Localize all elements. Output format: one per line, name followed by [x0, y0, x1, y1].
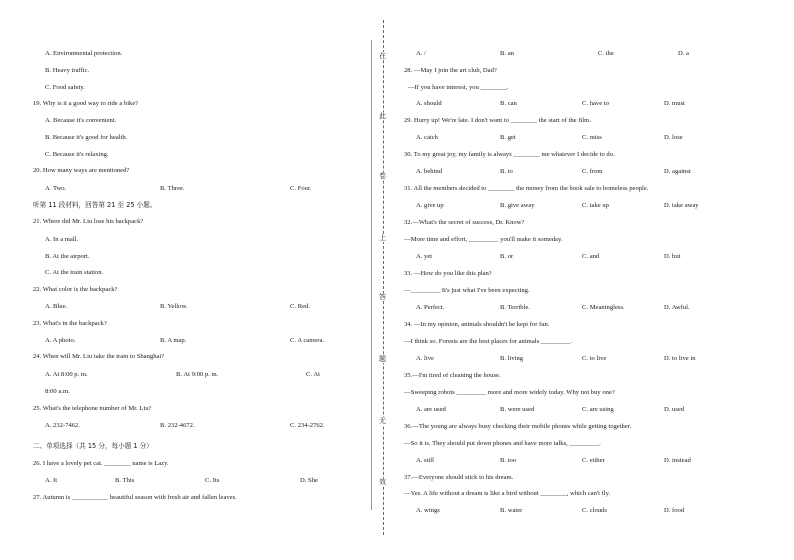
q33-option-d: D. Awful.: [664, 304, 690, 311]
q29-option-d: D. lose: [664, 134, 683, 141]
q26-option-b: B. This: [115, 477, 135, 484]
q31-option-d: D. take away: [664, 202, 699, 209]
q29-option-b: B. get: [500, 134, 516, 141]
q23-option-a: A. A photo.: [45, 337, 76, 344]
q37-stem-2: —Yes. A life without a dream is like a bird without ________, which can't fly.: [404, 490, 611, 497]
q25-stem: 25. What's the telephone number of Mr. Liu?: [33, 405, 152, 412]
q29-option-c: C. miss: [582, 134, 602, 141]
q24-stem: 24. When will Mr. Liu take the train to Shanghai?: [33, 353, 165, 360]
q31-option-a: A. give up: [416, 202, 444, 209]
q36-option-a: A. still: [416, 457, 434, 464]
q33-option-a: A. Perfect.: [416, 304, 445, 311]
q24-option-c: C. At: [306, 371, 320, 378]
q18-option-b: B. Heavy traffic.: [45, 67, 90, 74]
q34-option-a: A. live: [416, 355, 434, 362]
q32-stem: 32.—What's the secret of success, Dr. Know?: [404, 219, 525, 226]
q18-option-c: C. Food safety.: [45, 84, 85, 91]
q33-option-b: B. Terrible.: [500, 304, 530, 311]
q28-option-d: D. must: [664, 100, 685, 107]
q23-option-c: C. A camera.: [290, 337, 325, 344]
q27-option-c: C. the: [598, 50, 614, 57]
q25-option-a: A. 232-7462.: [45, 422, 80, 429]
q21-stem: 21. Where did Mr. Liu lose his backpack?: [33, 218, 144, 225]
q26-option-c: C. Its: [205, 477, 220, 484]
q34-stem-2: —I think so. Forests are the best places for animals _________.: [404, 338, 573, 345]
q20-option-c: C. Four.: [290, 185, 312, 192]
q35-option-d: D. used: [664, 406, 685, 413]
q21-option-c: C. At the train station.: [45, 269, 104, 276]
q30-option-b: B. to: [500, 168, 513, 175]
q35-stem: 35.—I'm tired of cleaning the house.: [404, 372, 501, 379]
q24-option-c-cont: 8:00 a.m.: [45, 388, 70, 395]
q19-option-b: B. Because it's good for health.: [45, 134, 128, 141]
q26-option-d: D. She: [300, 477, 318, 484]
q22-option-b: B. Yellow.: [160, 303, 188, 310]
q19-option-c: C. Because it's relaxing.: [45, 151, 109, 158]
q36-stem: 36.—The young are always busy checking their mobile phones while getting together.: [404, 423, 632, 430]
q32-option-d: D. but: [664, 253, 681, 260]
q35-option-b: B. were used: [500, 406, 535, 413]
q30-option-a: A. behind: [416, 168, 443, 175]
q22-stem: 22. What color is the backpack?: [33, 286, 118, 293]
margin-char: 效: [379, 478, 386, 486]
q34-option-b: B. living: [500, 355, 524, 362]
q30-option-d: D. against: [664, 168, 691, 175]
q32-option-a: A. yet: [416, 253, 433, 260]
q32-stem-2: —More time and effort, _________ you'll make it someday.: [404, 236, 563, 243]
q19-option-a: A. Because it's convenient.: [45, 117, 117, 124]
q28-option-b: B. can: [500, 100, 517, 107]
q27-option-a: A. /: [416, 50, 426, 57]
q35-option-c: C. are using: [582, 406, 614, 413]
q36-option-d: D. instead: [664, 457, 691, 464]
q37-option-b: B. water: [500, 507, 523, 514]
q24-option-b: B. At 9:00 p. m.: [176, 371, 219, 378]
q30-stem: 30. To my great joy, my family is always ________ me whatever I decide to do.: [404, 151, 615, 158]
q35-stem-2: —Sweeping robots _________ more and more widely today. Why not buy one?: [404, 389, 615, 396]
q23-option-b: B. A map.: [160, 337, 187, 344]
q24-option-a: A. At 8:00 p. m.: [45, 371, 88, 378]
q20-stem: 20. How many ways are mentioned?: [33, 167, 130, 174]
q30-option-c: C. from: [582, 168, 603, 175]
q31-option-c: C. take up: [582, 202, 609, 209]
q37-option-a: A. wings: [416, 507, 440, 514]
listening-instruction: 听第 11 段材料，回答第 21 至 25 小题。: [33, 201, 157, 209]
q36-stem-2: —So it is. They should put down phones and have more talks, _________.: [404, 440, 601, 447]
q33-stem-2: —_________ It's just what I've been expecting.: [404, 287, 530, 294]
q20-option-b: B. Three.: [160, 185, 185, 192]
q27-option-d: D. a: [678, 50, 689, 57]
q27-stem: 27. Autumn is ___________ beautiful season with fresh air and fallen leaves.: [33, 494, 237, 501]
q34-option-c: C. to live: [582, 355, 607, 362]
q37-option-c: C. clouds: [582, 507, 607, 514]
q29-option-a: A. catch: [416, 134, 438, 141]
q32-option-b: B. or: [500, 253, 514, 260]
q26-option-a: A. It: [45, 477, 58, 484]
q27-option-b: B. an: [500, 50, 514, 57]
margin-char: 上: [379, 234, 386, 242]
q28-stem: 28. —May I join the art club, Dad?: [404, 67, 497, 74]
q37-stem: 37.—Everyone should stick to his dream.: [404, 474, 514, 481]
q26-stem: 26. I have a lovely pet cat. ________ name is Lazy.: [33, 460, 169, 467]
q35-option-a: A. are used: [416, 406, 446, 413]
q20-option-a: A. Two.: [45, 185, 67, 192]
q18-option-a: A. Environmental protection.: [45, 50, 123, 57]
margin-char: 此: [379, 112, 386, 120]
q33-stem: 33. —How do you like this plan?: [404, 270, 492, 277]
q19-stem: 19. Why is it a good way to ride a bike?: [33, 100, 139, 107]
q31-stem: 31. All the members decided to ________ the money from the book sale to homeless people.: [404, 185, 649, 192]
q36-option-b: B. too: [500, 457, 517, 464]
margin-char: 在: [379, 52, 386, 60]
margin-char: 答: [379, 293, 386, 301]
q23-stem: 23. What's in the backpack?: [33, 320, 107, 327]
q21-option-a: A. In a mall.: [45, 236, 79, 243]
q22-option-c: C. Red.: [290, 303, 310, 310]
q28-option-a: A. should: [416, 100, 442, 107]
column-rule: [371, 40, 372, 510]
q36-option-c: C. either: [582, 457, 605, 464]
section-2-heading: 二、单项选择（共 15 分，每小题 1 分）: [33, 442, 153, 450]
q29-stem: 29. Hurry up! We're late. I don't want to ________ the start of the film.: [404, 117, 591, 124]
q33-option-c: C. Meaningless.: [582, 304, 625, 311]
margin-char: 无: [379, 417, 386, 425]
q25-option-c: C. 234-2762.: [290, 422, 325, 429]
q34-stem: 34. —In my opinion, animals shouldn't be kept for fun.: [404, 321, 550, 328]
q25-option-b: B. 232-4672.: [160, 422, 195, 429]
q31-option-b: B. give away: [500, 202, 535, 209]
margin-char: 题: [379, 355, 386, 363]
q34-option-d: D. to live in: [664, 355, 696, 362]
margin-char: 卷: [379, 172, 386, 180]
q28-option-c: C. have to: [582, 100, 609, 107]
seal-line: [383, 20, 384, 535]
q37-option-d: D. food: [664, 507, 685, 514]
q21-option-b: B. At the airport.: [45, 253, 90, 260]
q22-option-a: A. Blue.: [45, 303, 68, 310]
q28-stem-2: —If you have interest, you ________.: [408, 84, 509, 91]
q32-option-c: C. and: [582, 253, 600, 260]
